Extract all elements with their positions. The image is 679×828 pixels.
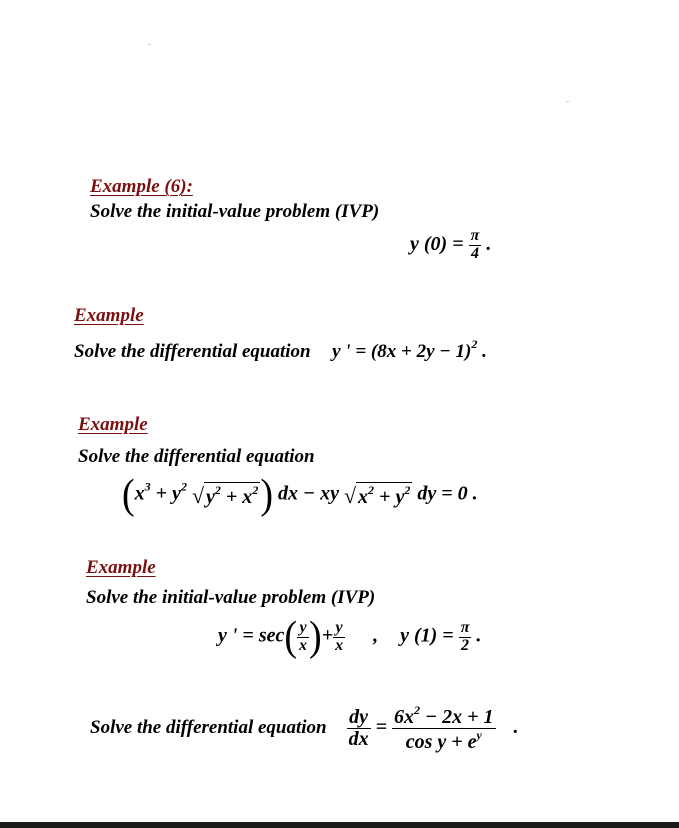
numerator-term: − 2x + 1 — [420, 706, 494, 728]
fraction-numerator: y — [333, 620, 345, 638]
exponent: 2 — [368, 482, 375, 497]
page-bottom-border — [0, 822, 679, 828]
left-paren: ( — [122, 471, 135, 519]
scan-speck — [566, 101, 569, 102]
term-y: + y — [150, 482, 181, 505]
comma: , — [373, 624, 379, 647]
right-paren: ) — [309, 613, 322, 661]
term-x: x — [134, 482, 145, 505]
fraction-denominator: x — [335, 636, 344, 654]
fraction-numerator — [392, 704, 496, 729]
period: . — [482, 341, 487, 362]
exponent: y — [476, 728, 482, 742]
fraction-denominator: 2 — [461, 636, 470, 654]
period: . — [486, 232, 492, 255]
rhs-fraction — [392, 704, 496, 753]
square-root-1: √ $y^2 + x^2$ — [191, 482, 259, 508]
equation-exponent: 2 — [471, 337, 478, 351]
example-2-text: Solve the differential equation — [74, 341, 311, 362]
exponent: 2 — [404, 482, 411, 497]
example-4-text: Solve the initial-value problem (IVP) — [86, 587, 376, 608]
dy-dx-fraction — [347, 707, 371, 750]
y-over-x-fraction — [297, 620, 309, 655]
example-5-line — [90, 704, 519, 753]
example-4-heading: Example — [86, 557, 156, 578]
square-root-2: √ $x^2 + y^2$ — [343, 482, 411, 508]
pi-over-2-fraction — [459, 620, 472, 655]
fraction-denominator — [392, 729, 496, 753]
period: . — [476, 624, 482, 647]
example-6-initial-condition — [410, 228, 491, 263]
example-6-heading: Example (6): — [90, 176, 193, 197]
exponent: 3 — [144, 479, 151, 494]
radicand-term: + x — [220, 485, 253, 508]
y-over-x-fraction — [333, 620, 345, 655]
exponent: 2 — [252, 482, 259, 497]
condition-lhs: y (1) = — [400, 624, 454, 647]
fraction-denominator: 4 — [470, 244, 479, 262]
fraction-numerator: dy — [347, 707, 371, 729]
period: . — [513, 716, 519, 739]
pi-over-4-fraction — [469, 228, 482, 263]
exponent: 2 — [214, 482, 221, 497]
fraction-numerator: π — [460, 618, 470, 636]
radicand-term: x — [358, 485, 369, 508]
exponent: 2 — [180, 479, 187, 494]
example-3-equation — [122, 471, 478, 519]
scan-speck — [148, 44, 151, 45]
denominator-term: cos y + e — [405, 731, 477, 753]
equals-sign: = — [375, 716, 388, 739]
example-4-equation — [218, 613, 482, 661]
radicand-term: y — [206, 485, 215, 508]
exponent: 2 — [414, 703, 421, 717]
fraction-numerator: π — [470, 227, 480, 244]
fraction-numerator: y — [297, 620, 309, 638]
example-6-text: Solve the initial-value problem (IVP) — [90, 201, 380, 222]
example-3-text: Solve the differential equation — [78, 446, 315, 467]
example-3-heading: Example — [78, 414, 148, 435]
term-dx: dx − xy — [277, 482, 339, 505]
fraction-denominator: x — [299, 636, 308, 654]
left-paren: ( — [284, 613, 298, 661]
term-dy-equals-zero: dy = 0 . — [417, 482, 478, 505]
example-2-heading: Example — [74, 305, 144, 326]
equation-lhs: y ' = sec — [218, 624, 285, 647]
example-2-line — [74, 337, 487, 363]
example-2-equation: y ' = (8x + 2y − 1) — [332, 341, 472, 362]
example-5-text: Solve the differential equation — [90, 717, 327, 739]
plus-sign: + — [321, 624, 334, 647]
right-paren: ) — [260, 471, 273, 519]
radicand-term: + y — [374, 485, 405, 508]
fraction-denominator: dx — [348, 728, 369, 750]
numerator-term: 6x — [394, 706, 415, 728]
condition-lhs: y (0) = — [410, 232, 464, 255]
